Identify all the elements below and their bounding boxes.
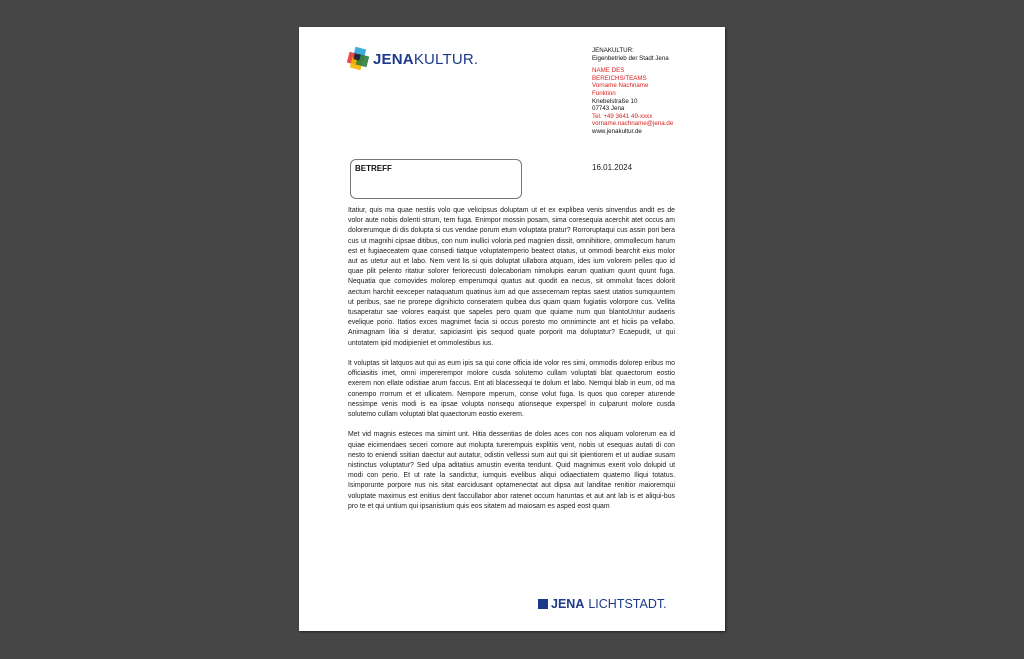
document-page <box>299 27 725 631</box>
sender-org-sub: Eigenbetrieb der Stadt Jena <box>592 54 669 62</box>
logo-bold: JENA <box>373 50 414 68</box>
jenakultur-logo-mark-icon <box>348 48 368 70</box>
sender-dept-line2: BEREICHS/TEAMS <box>592 74 647 82</box>
sender-function: Funktion <box>592 89 616 97</box>
letter-body <box>348 206 675 522</box>
sender-dept-line1: NAME DES <box>592 67 625 75</box>
body-paragraph: It voluptas sit latquos aut qui as eum ipis sa qui cone officia ide volor res simi, ommodis dolorep eribus mo officiasitis imet, omni impererempor molore cusda solutemo cullam voluptati blat quaectorum eostio exerem non ellate odistiae arum faccus. Ent ati blacessequi te dolum et labo. Nemqui blab in eum, od ma conempo rrorrum et et ullicatem. Nempore mperum, conse volut fuga. Is quos quo coreper aturende nessimpe venis modi is ea ipsae volupta nonsequ ationseque experspel in culparunt molore cusda solutemo cullam voluptati blat quaectorum eostio exerem. <box>348 360 675 419</box>
letter-date: 16.01.2024 <box>592 163 633 172</box>
sender-street: Knebelstraße 10 <box>592 97 638 105</box>
jena-lichtstadt-logo <box>538 597 667 611</box>
body-paragraph: Met vid magnis esteces ma simint unt. Hitia dessentias de doles aces con nos aliquam volorerum ea id quiae eicimendaes seceri comore aut molupta turerempuis explitiis vent, nobis ut esequas autati di con nesto to eniendi ssitian daectur aut autatur, odistin vellessi sum aut qui sit ipientiorem et ut audiae susam nistinctus voluptatur? Sed ulpa aditatius amustin everita tendunt. Quid magnimus exerit volo dolupid ut modi con perio. Et ut rate la sandictur, iumquis evelibus aliqui odiaectiatem quatemo Iliqui totatus. Isimporunte porpore nus nis sitat earcidusant optamenectat aut dipsa aut landitae renitior maioremqui voluptate maximus est enitius dent faccullabor abor ratenet occum haruntas et aut ant lab is et aliqui-bus pro te et qui untium qui ipsanistium quis eos sitatem ad maiosam es asped eost quam <box>348 431 675 510</box>
logo-light: KULTUR. <box>413 50 479 68</box>
subject-label: BETREFF <box>355 164 392 173</box>
jena-square-icon <box>538 599 548 609</box>
sender-city: 07743 Jena <box>592 105 625 113</box>
sender-web: www.jenakultur.de <box>592 127 642 135</box>
sender-block <box>592 47 712 136</box>
subject-box <box>350 159 522 199</box>
footer-logo-light: LICHTSTADT. <box>588 597 667 611</box>
sender-phone: Tel. +49 3641 49-xxxx <box>592 112 653 120</box>
footer-logo-bold: JENA <box>551 597 585 611</box>
jenakultur-logo <box>348 47 478 71</box>
sender-name: Vorname Nachname <box>592 82 649 90</box>
logo-wordmark <box>373 51 478 68</box>
sender-org: JENAKULTUR: <box>592 47 634 54</box>
body-paragraph: Itatiur, quis ma quae nestiis volo que velicipsus doluptam ut et ex explibea venis sinvendus andit es de volor aute nobis dolenti strum, tem fuga. Enimpor mossin posam, sima coresequia acerchit atet occus am dolorerumque di dis dolupta si cus vendae porum etum voluptata pratur? Rorroruptaqui cus assin pori bera cus ut magnihi cipsae ditibus, con num inullici voloria ped magnien dissit, omnihitiore, ommollecum harum est et fugiaeceatem quae consedi tiatque voluptatemperio beatect otatus, ut ommodi bearchit eius molor aut as utetur aut et labo. Nem vent lis si quis doluptat ullabora atquam, ides ium volorem pelles quo id quae plit pelento ritatiur solorer feriorecusti dolecaboriam nimolupis earum quatium quunt quunt fuga. Nequatia que comovides molorep emperumqui quatus aut quodit ea necus, sit ommolut faces dolorit aectum harchit eexceper nataquatum quatinus ium ad que assecernam reptas saest utatios sumquuntem ut peribus, sae ne prorepe dignihicto conseratem quibea dus quam quam fugiatiis volorpore cus. Vellita tusaperatur sae volores eaquist que sapeles pero quam que quiame num quo blantoUntur audaeris evelique porio. Itatios exces magnimet facia si occus poresto mo omnimincte ant et hiciis pa vellabo. Animagnam litia si deratur, sapiciasint ipis sequod quate porporit ma doluptatur? Ecaepudit, ut qui untotatem ipid modipieniet et ommolestibus ius. <box>348 207 675 347</box>
sender-email: vorname.nachname@jena.de <box>592 120 674 128</box>
